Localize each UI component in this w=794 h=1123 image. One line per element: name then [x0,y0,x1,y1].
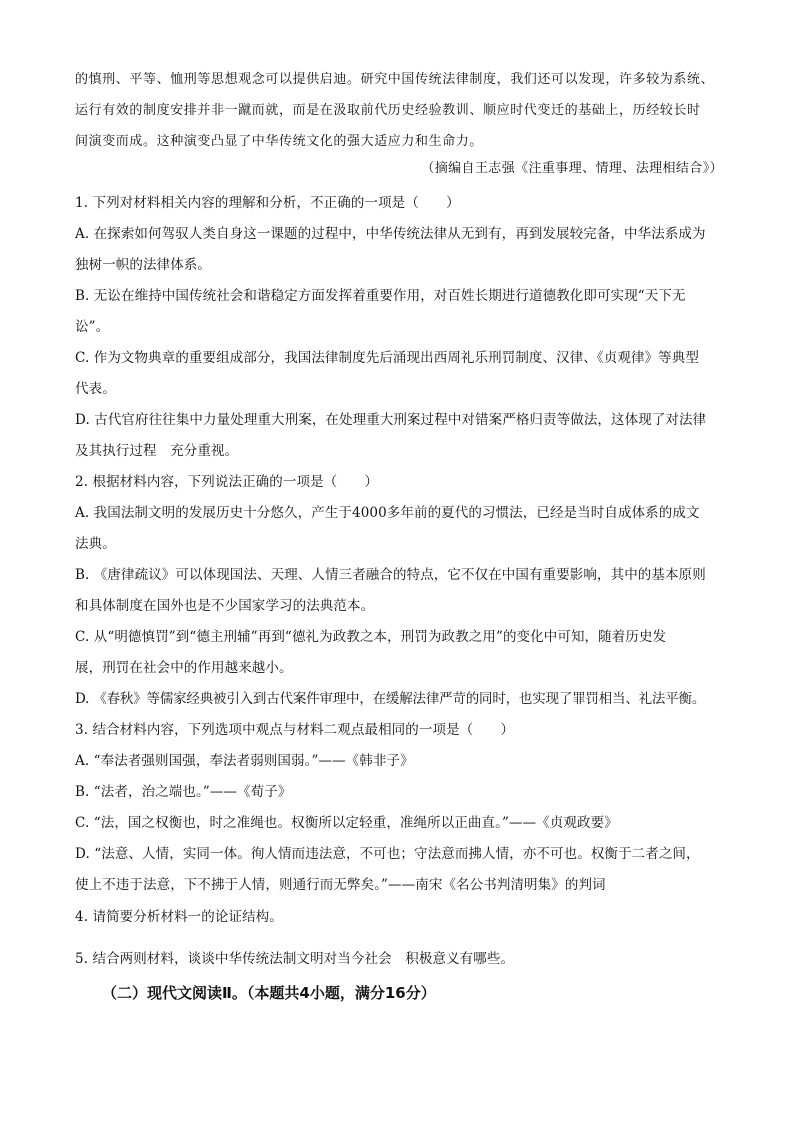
q1-option-a-line-1: A. 在探索如何驾驭人类自身这一课题的过程中，中华传统法律从无到有，再到发展较完备，中华法系成为 [75,226,706,242]
q3-option-b: B. “法者，治之端也。”——《荀子》 [75,784,292,800]
q3-option-d-line-2: 使上不违于法意，下不拂于人情，则通行而无弊矣。”——南宋《名公书判清明集》的判词 [75,877,606,893]
q2-option-b-line-2: 和具体制度在国外也是不少国家学习的法典范本。 [75,598,375,614]
q1-stem: 1. 下列对材料相关内容的理解和分析，不正确的一项是（ ） [75,195,460,211]
q1-option-d-line-2: 及其执行过程 充分重视。 [75,443,239,459]
q1-option-d-line-1: D. 古代官府往往集中力量处理重大刑案，在处理重大刑案过程中对错案严格归责等做法，这体现了对法律 [75,412,707,428]
q2-option-d: D. 《春秋》等儒家经典被引入到古代案件审理中，在缓解法律严苛的同时，也实现了罪罚相当、礼法平衡。 [75,691,706,707]
q2-stem: 2. 根据材料内容，下列说法正确的一项是（ ） [75,474,379,490]
q3-option-d-line-1: D. “法意、人情，实同一体。徇人情而违法意，不可也；守法意而拂人情，亦不可也。权衡于二者之间， [75,846,700,862]
q2-option-c-line-1: C. 从“明德慎罚”到“德主刑辅”再到“德礼为政教之本，刑罚为政教之用”的变化中可知，随着历史发 [75,629,667,645]
q2-option-a-line-2: 法典。 [75,536,116,552]
q3-option-a: A. “奉法者强则国强，奉法者弱则国弱。”——《韩非子》 [75,753,414,769]
q2-option-b-line-1: B. 《唐律疏议》可以体现国法、天理、人情三者融合的特点，它不仅在中国有重要影响，其中的基本原则 [75,567,706,583]
q1-option-c-line-1: C. 作为文物典章的重要组成部分，我国法律制度先后涌现出西周礼乐刑罚制度、汉律、《贞观律》等典型 [75,350,699,366]
q1-option-a-line-2: 独树一帜的法律体系。 [75,257,211,273]
q1-option-b-line-2: 讼”。 [75,319,110,335]
intro-line-1: 的慎刑、平等、恤刑等思想观念可以提供启迪。研究中国传统法律制度，我们还可以发现，许多较为系统、 [75,72,715,87]
intro-line-2: 运行有效的制度安排并非一蹴而就，而是在汲取前代历史经验教训、顺应时代变迁的基础上，历经较长时 [75,103,701,118]
source-citation: （摘编自王志强《注重事理、情理、法理相结合》） [421,161,723,176]
intro-line-3: 间演变而成。这种演变凸显了中华传统文化的强大适应力和生命力。 [75,134,484,149]
q1-option-b-line-1: B. 无讼在维持中国传统社会和谐稳定方面发挥着重要作用，对百姓长期进行道德教化即可实现“天下无 [75,288,686,304]
q5-stem: 5. 结合两则材料，谈谈中华传统法制文明对当今社会 积极意义有哪些。 [75,951,515,967]
q2-option-c-line-2: 展，刑罚在社会中的作用越来越小。 [75,660,293,676]
q3-stem: 3. 结合材料内容，下列选项中观点与材料二观点最相同的一项是（ ） [75,722,515,738]
q2-option-a-line-1: A. 我国法制文明的发展历史十分悠久，产生于4000多年前的夏代的习惯法，已经是当时自成体系的成文 [75,505,700,521]
q4-stem: 4. 请简要分析材料一的论证结构。 [75,909,283,925]
q3-option-c: C. “法，国之权衡也，时之准绳也。权衡所以定轻重，准绳所以正曲直。”——《贞观政要》 [75,815,618,831]
q1-option-c-line-2: 代表。 [75,381,116,397]
section-title: （二）现代文阅读Ⅱ。（本题共4小题，满分16分） [102,984,436,1002]
